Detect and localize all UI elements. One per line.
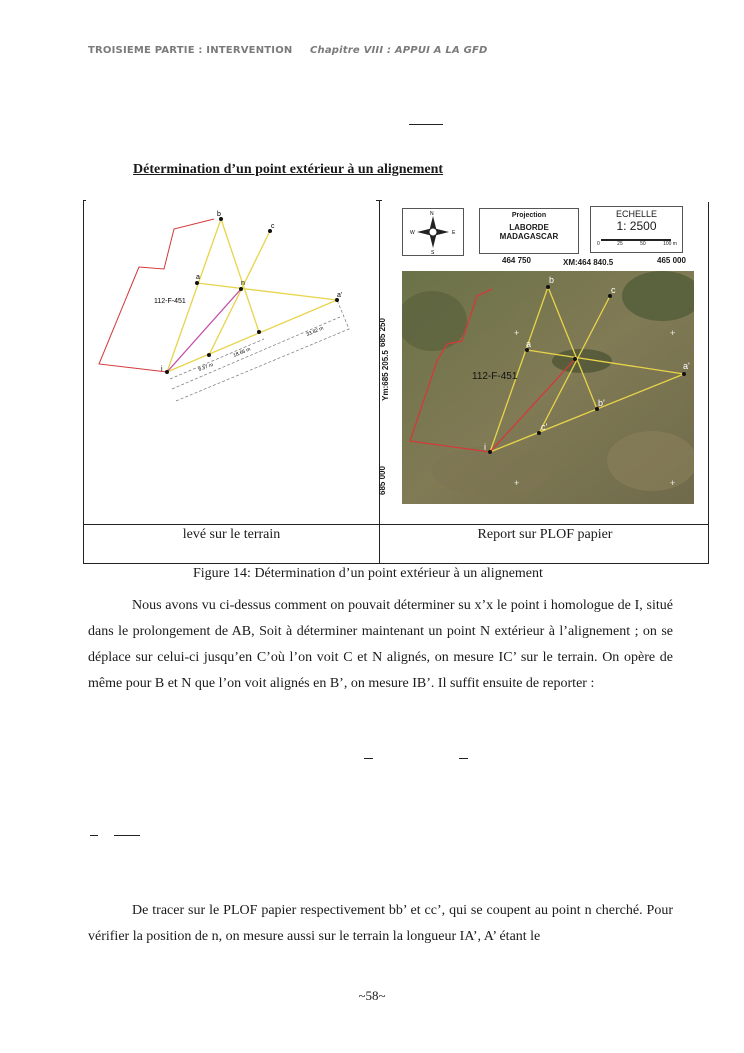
header-part: TROISIEME PARTIE : INTERVENTION [88,45,293,56]
compass-box [402,208,464,256]
map-label-i: i [484,442,486,452]
map-point-i [488,450,492,454]
x-label-right: 465 000 [657,256,686,265]
projection-line-2: MADAGASCAR [499,232,559,241]
figure-caption: Figure 14: Détermination d’un point extérieur à un alignement [193,566,543,581]
map-label-b: b [549,275,555,285]
projection-title: Projection [511,212,547,219]
distance-ic: 8.37 m [197,362,215,373]
compass-w: W [410,230,415,236]
page-number: ~58~ [358,988,386,1003]
point-n [239,287,243,291]
figure-left-caption: levé sur le terrain [182,527,281,542]
sketch-label-a: a [196,274,200,281]
map-label-a: a [526,339,532,349]
compass-s: S [431,250,435,256]
scale-tick-0: 0 [597,241,600,247]
map-label-c: c [611,285,616,295]
body-paragraph-1 [88,593,673,697]
xm-label: XM:464 840.5 [563,258,614,267]
formula-rule-top [409,124,443,125]
field-survey-sketch [94,209,374,409]
formula-bar-4 [114,835,140,836]
paragraph-2-text: De tracer sur le PLOF papier respectivement bb’ et cc’, qui se coupent au point n cherché. Pour vérifier la position de n, on mesure aussi sur le terrain la longueur IA’, A’ étant le [88,903,673,944]
map-label-cprime: c' [541,422,548,432]
header-chapter: Chapitre VIII : APPUI A LA GFD [310,45,488,56]
formula-bar-1 [364,758,373,759]
sketch-label-n: n [241,280,245,287]
projection-box [479,208,579,254]
line-c-cprime [209,231,270,355]
sketch-label-b: b [217,211,221,218]
body-paragraph-2 [88,898,673,950]
sketch-parcel-label: 112-F-451 [154,298,186,305]
point-i [165,370,169,374]
map-point-n [573,357,577,361]
compass-e: E [452,230,456,236]
point-cprime [207,353,211,357]
sketch-label-c: c [271,223,275,230]
map-point-aprime [682,372,686,376]
map-label-bprime: b' [598,398,605,408]
ym-label: Ym:685 205.5 [380,350,390,401]
y-label-bottom: 685 000 [377,466,387,495]
distance-ia: 33.82 m [305,325,325,338]
section-title: Détermination d’un point extérieur à un alignement [133,162,444,177]
map-cross-4: + [670,478,676,488]
table-top-gap-left [86,200,376,202]
aerial-map [402,271,694,504]
scale-title: ECHELLE [615,209,658,219]
map-cross-1: + [514,328,520,338]
compass-n: N [430,211,434,217]
parcel-boundary [99,219,214,372]
figure-right-caption: Report sur PLOF papier [477,527,613,542]
line-b-bprime [221,219,259,332]
figure-table [83,200,709,564]
dimension-line-1 [170,339,264,379]
point-bprime [257,330,261,334]
scale-tick-25: 25 [617,241,623,247]
y-label-top: 685 250 [377,318,387,347]
sketch-label-aprime: a' [337,292,343,299]
running-header [88,45,488,56]
line-a-aprime [197,283,337,300]
dimension-lines [176,300,349,401]
projection-line-1: LABORDE [509,223,549,232]
scale-box [590,206,683,253]
table-row-separator [84,524,708,525]
scale-tick-100: 100 m [663,241,677,247]
formula-bar-2 [459,758,468,759]
x-label-left: 464 750 [502,256,531,265]
paragraph-1-text: Nous avons vu ci-dessus comment on pouvait déterminer su x’x le point i homologue de I, situé dans le prolongement de AB, Soit à déterminer maintenant un point N extérieur à l’alignement ; on se déplace sur celui-ci jusqu’en C’où l’on voit C et N alignés, on mesure IC’ sur le terrain. On opère de même pour B et N que l’on voit alignés en B’, on mesure IB’. Il suffit ensuite de reporter : [88,598,673,691]
map-parcel-label: 112-F-451 [472,371,518,382]
sketch-label-i: i [161,366,163,373]
line-b-i [167,219,221,372]
map-point-b [546,285,550,289]
point-a [195,281,199,285]
scale-tick-50: 50 [640,241,646,247]
map-label-aprime: a' [683,361,690,371]
formula-bar-3 [90,835,98,836]
plof-map-panel [377,201,710,524]
map-cross-3: + [514,478,520,488]
scale-value: 1: 2500 [616,219,657,233]
scale-ticks [597,241,677,247]
map-cross-2: + [670,328,676,338]
distance-ib: 18.66 m [232,346,252,359]
